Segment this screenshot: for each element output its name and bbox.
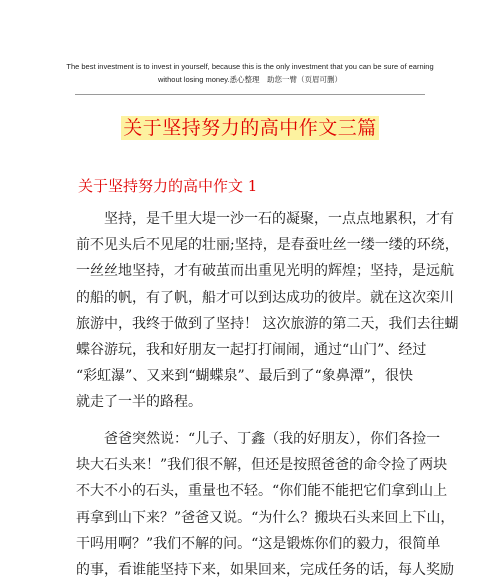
paragraph-line: 坚持，是千里大堤一沙一石的凝聚，一点点地累积，才有 xyxy=(76,211,454,227)
paragraph-line: 蝶谷游玩，我和好朋友一起打打闹闹，通过“山门”、经过 xyxy=(76,342,427,359)
header-line-2: without losing money.悉心整理 助您一臂（页眉可删） xyxy=(157,75,343,84)
paragraph-2 xyxy=(76,426,455,583)
paragraph-line: 一丝丝地坚持，才有破茧而出重见光明的辉煌；坚持，是远航 xyxy=(76,263,454,280)
paragraph-1 xyxy=(76,206,459,416)
paragraph-line: 前不见头后不见尾的壮丽;坚持，是春蚕吐丝一缕一缕的环绕， xyxy=(76,237,459,254)
paragraph-line: 不大不小的石头，重量也不轻。“你们能不能把它们拿到山上 xyxy=(76,483,448,500)
essay-heading: 关于坚持努力的高中作文 1 xyxy=(78,177,258,195)
paragraph-line: 的事，看谁能坚持下来，如果回来，完成任务的话，每人奖励 xyxy=(76,562,454,579)
header-line-1: The best investment is to invest in yourself, because this is the only investment that you can be sure of earning xyxy=(66,62,434,71)
paragraph-line: 的船的帆，有了帆，船才可以到达成功的彼岸。就在这次栾川 xyxy=(76,289,454,306)
document-title xyxy=(0,113,500,140)
paragraph-line: 爸爸突然说：“儿子、丁鑫（我的好朋友），你们各捡一 xyxy=(76,431,441,447)
paragraph-line: 块大石头来！”我们很不解，但还是按照爸爸的命令捡了两块 xyxy=(76,457,448,474)
paragraph-line: 旅游中，我终于做到了坚持！ 这次旅游的第二天，我们去往蝴 xyxy=(76,315,459,332)
paragraph-line: 干吗用啊？”我们不解的问。“这是锻炼你们的毅力，很简单 xyxy=(76,535,441,552)
header-divider xyxy=(75,94,425,95)
paragraph-line: “彩虹瀑”、又来到“蝴蝶泉”、最后到了“象鼻潭”，很快 xyxy=(76,368,413,385)
paragraph-line: 就走了一半的路程。 xyxy=(76,394,202,411)
page-header xyxy=(0,60,500,86)
document-title-text: 关于坚持努力的高中作文三篇 xyxy=(123,117,377,139)
paragraph-line: 再拿到山下来？”爸爸又说。“为什么？搬块石头来回上下山， xyxy=(76,509,455,526)
